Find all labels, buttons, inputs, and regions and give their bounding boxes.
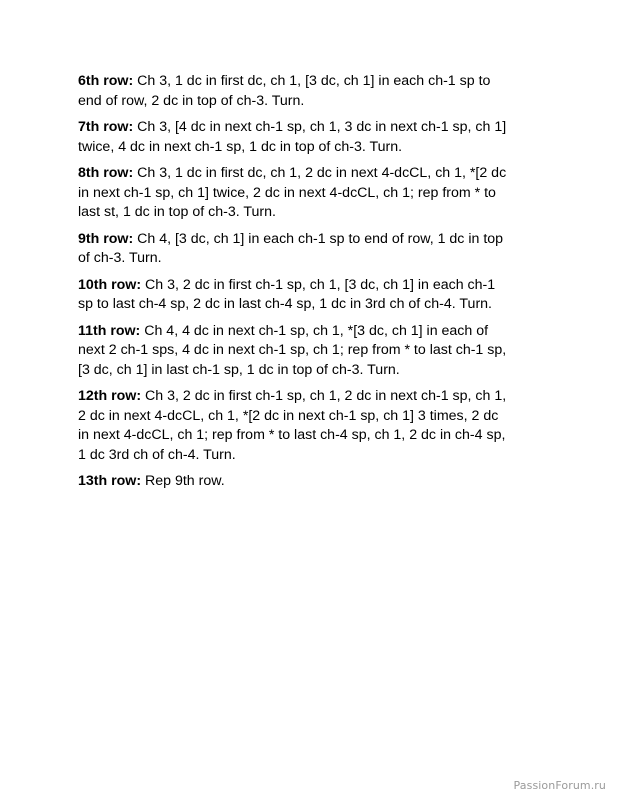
instruction-line: sp to last ch-4 sp, 2 dc in last ch-4 sp, 1 dc in 3rd ch of ch-4. Turn. xyxy=(78,296,492,312)
instruction-line: 2 dc in next 4-dcCL, ch 1, *[2 dc in next ch-1 sp, ch 1] 3 times, 2 dc xyxy=(78,407,499,424)
pattern-instructions xyxy=(78,72,548,499)
row-label: 13th row: xyxy=(78,473,142,489)
instruction-line: 9th row: Ch 4, [3 dc, ch 1] in each ch-1 sp to end of row, 1 dc in top xyxy=(78,230,504,247)
instruction-line: 13th row: Rep 9th row. xyxy=(78,473,225,489)
instruction-line: last st, 1 dc in top of ch-3. Turn. xyxy=(78,204,276,220)
site-watermark: PassionForum.ru xyxy=(513,779,606,792)
row-instruction-12 xyxy=(78,387,548,465)
row-label: 7th row: xyxy=(78,119,134,135)
row-instruction-7 xyxy=(78,118,548,157)
instruction-line: in next ch-1 sp, ch 1] twice, 2 dc in next 4-dcCL, ch 1; rep from * to xyxy=(78,184,496,201)
row-label: 6th row: xyxy=(78,73,134,89)
instruction-line: twice, 4 dc in next ch-1 sp, 1 dc in top of ch-3. Turn. xyxy=(78,138,403,155)
row-instruction-13 xyxy=(78,472,548,492)
row-instruction-10 xyxy=(78,276,548,315)
row-label: 12th row: xyxy=(78,388,142,404)
row-instruction-6 xyxy=(78,72,548,111)
row-label: 9th row: xyxy=(78,230,134,247)
row-label: 10th row: xyxy=(78,276,142,293)
row-label: 11th row: xyxy=(78,322,141,339)
instruction-line: of ch-3. Turn. xyxy=(78,250,162,266)
instruction-line: in next 4-dcCL, ch 1; rep from * to last ch-4 sp, ch 1, 2 dc in ch-4 sp, xyxy=(78,427,506,443)
instruction-line: 6th row: Ch 3, 1 dc in first dc, ch 1, [3 dc, ch 1] in each ch-1 sp to xyxy=(78,73,491,89)
instruction-line: 11th row: Ch 4, 4 dc in next ch-1 sp, ch 1, *[3 dc, ch 1] in each of xyxy=(78,322,489,339)
instruction-line: 10th row: Ch 3, 2 dc in first ch-1 sp, ch 1, [3 dc, ch 1] in each ch-1 xyxy=(78,276,496,293)
instruction-line: 7th row: Ch 3, [4 dc in next ch-1 sp, ch 1, 3 dc in next ch-1 sp, ch 1] xyxy=(78,119,507,135)
row-instruction-9 xyxy=(78,230,548,269)
instruction-line: 1 dc 3rd ch of ch-4. Turn. xyxy=(78,446,236,463)
row-label: 8th row: xyxy=(78,165,134,181)
instruction-line: 8th row: Ch 3, 1 dc in first dc, ch 1, 2 dc in next 4-dcCL, ch 1, *[2 dc xyxy=(78,165,507,181)
instruction-line: 12th row: Ch 3, 2 dc in first ch-1 sp, ch 1, 2 dc in next ch-1 sp, ch 1, xyxy=(78,388,507,404)
instruction-line: [3 dc, ch 1] in last ch-1 sp, 1 dc in top of ch-3. Turn. xyxy=(78,361,400,378)
row-instruction-8 xyxy=(78,164,548,223)
instruction-line: next 2 ch-1 sps, 4 dc in next ch-1 sp, ch 1; rep from * to last ch-1 sp, xyxy=(78,342,507,358)
row-instruction-11 xyxy=(78,322,548,381)
instruction-line: end of row, 2 dc in top of ch-3. Turn. xyxy=(78,92,305,109)
